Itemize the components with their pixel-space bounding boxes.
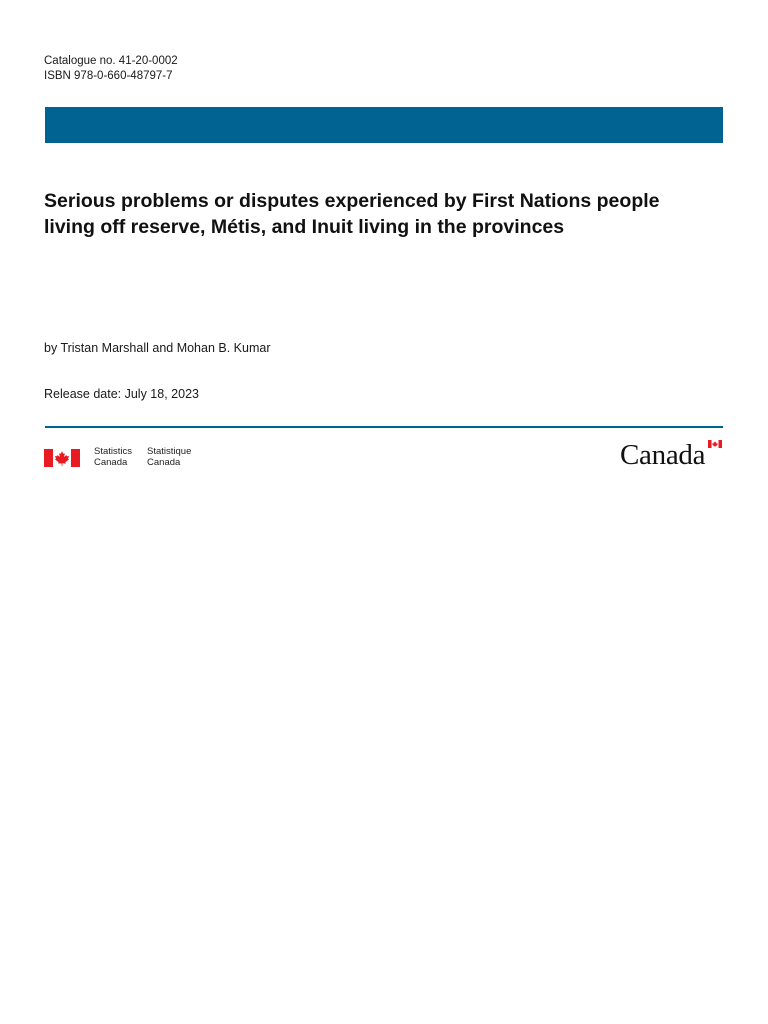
signature-fr-line-2: Canada bbox=[147, 456, 181, 468]
isbn-number: ISBN 978-0-660-48797-7 bbox=[44, 70, 173, 82]
wordmark-flag-icon bbox=[708, 440, 722, 448]
signature-french bbox=[147, 447, 191, 468]
document-title bbox=[44, 188, 734, 240]
header-banner bbox=[45, 107, 723, 143]
catalogue-number: Catalogue no. 41-20-0002 bbox=[44, 55, 178, 67]
canada-wordmark bbox=[620, 436, 726, 470]
title-line-1: Serious problems or disputes experienced by First Nations people bbox=[44, 190, 660, 212]
byline: by Tristan Marshall and Mohan B. Kumar bbox=[44, 341, 271, 355]
statcan-signature bbox=[44, 447, 191, 471]
signature-en-line-2: Canada bbox=[94, 456, 128, 468]
signature-fr-line-1: Statistique bbox=[147, 446, 192, 457]
signature-en-line-1: Statistics bbox=[94, 446, 133, 457]
title-line-2: living off reserve, Métis, and Inuit living in the provinces bbox=[44, 216, 565, 238]
release-date: Release date: July 18, 2023 bbox=[44, 387, 199, 401]
catalogue-info bbox=[44, 54, 178, 84]
signature-english bbox=[94, 447, 132, 468]
divider-rule bbox=[45, 426, 723, 428]
canada-flag-icon bbox=[44, 449, 80, 467]
canada-wordmark-text: Canada bbox=[620, 439, 706, 471]
